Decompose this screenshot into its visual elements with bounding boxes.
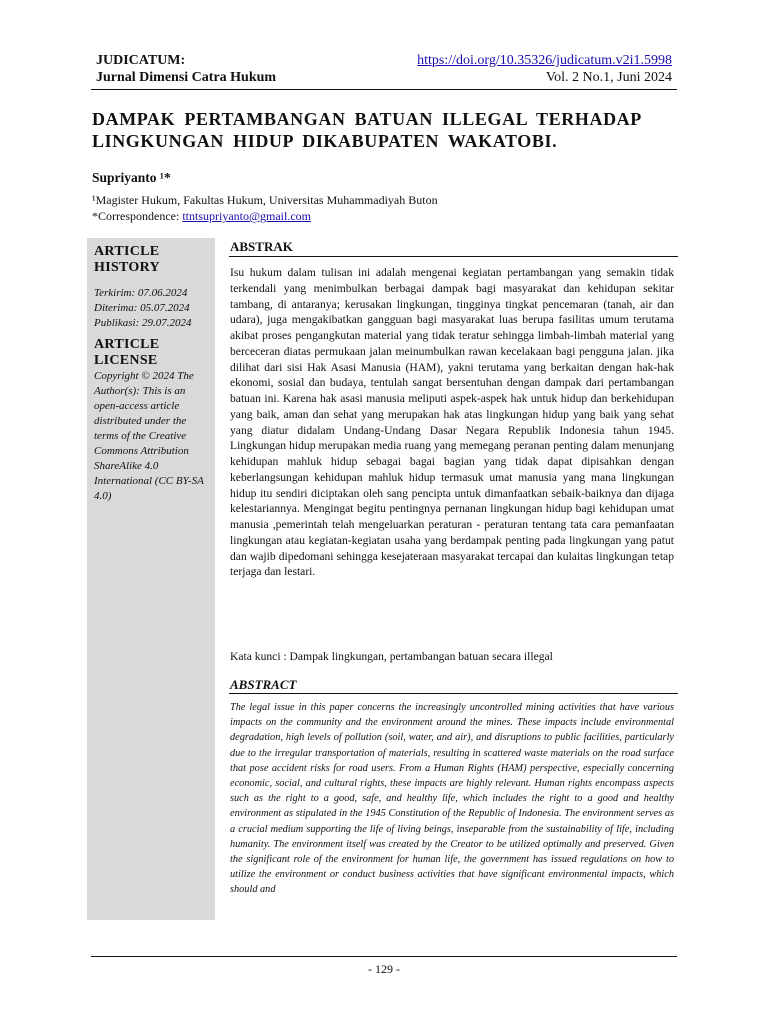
history-heading <box>94 244 208 276</box>
page-number: - 129 - <box>368 962 400 976</box>
author-name: Supriyanto ¹* <box>92 170 171 185</box>
title-line-2: LINGKUNGAN HIDUP DIKABUPATEN WAKATOBI. <box>92 131 558 151</box>
history-heading-line-1: ARTICLE <box>94 244 160 259</box>
license-heading <box>94 337 208 369</box>
journal-meta <box>417 52 672 86</box>
keywords: Kata kunci : Dampak lingkungan, pertambangan batuan secara illegal <box>230 650 553 663</box>
journal-header <box>96 52 276 86</box>
abstract-text: The legal issue in this paper concerns the increasingly uncontrolled mining activities that have various impacts on the community and the environment around the mines. These impacts include environmental degradation, high levels of pollution (soil, water, and air), and disruptions to public facilities, particularly due to the irregular transportation of materials, resulting in scattered waste materials on the road surface that pose accident risks for road users. From a Human Rights (HAM) perspective, especially concerning economic, social, and cultural rights, these impacts are highly relevant. Human rights encompass aspects such as the right to a good, safe, and healthy life, which includes the right to a good and healthy environment as stipulated in the 1945 Constitution of the Republic of Indonesia. The environment serves as a crucial medium supporting the life of living beings, inseparable from the sustainability of life, including humanity. The environment itself was created by the Creator to be utilized optimally and preserved. Given the significant role of the environment for human life, the government has issued regulations on how to utilize the environment or conduct business activities that have significant environmental impacts, which should and <box>230 702 674 896</box>
email-link[interactable]: ttntsupriyanto@gmail.com <box>182 209 312 223</box>
title-line-1: DAMPAK PERTAMBANGAN BATUAN ILLEGAL TERHADAP <box>92 109 642 129</box>
header-divider <box>91 89 677 90</box>
history-dates <box>94 286 208 331</box>
license-text: Copyright © 2024 The Author(s): This is an open-access article distributed under the terms of the Creative Commons Attribution ShareAlike 4.0 International (CC BY-SA 4.0) <box>94 370 204 502</box>
history-heading-line-2: HISTORY <box>94 260 160 275</box>
correspondence-label: *Correspondence: <box>92 209 183 223</box>
article-title <box>92 108 682 152</box>
license-heading-line-1: ARTICLE <box>94 337 160 352</box>
affiliation: ¹Magister Hukum, Fakultas Hukum, Universitas Muhammadiyah Buton <box>92 193 438 207</box>
journal-subtitle: Jurnal Dimensi Catra Hukum <box>96 70 277 85</box>
abstract-heading: ABSTRACT <box>230 677 297 692</box>
affiliation-block <box>92 192 438 224</box>
abstrak-divider <box>229 256 678 257</box>
footer-divider <box>91 956 677 957</box>
abstract-divider <box>229 693 678 694</box>
license-heading-line-2: LICENSE <box>94 353 158 368</box>
journal-name: JUDICATUM: <box>96 53 186 68</box>
date-submitted: Terkirim: 07.06.2024 <box>94 287 188 299</box>
abstrak-heading: ABSTRAK <box>230 239 293 254</box>
correspondence <box>92 208 438 224</box>
doi-link[interactable]: https://doi.org/10.35326/judicatum.v2i1.5998 <box>417 53 672 68</box>
article-info-sidebar <box>87 238 215 920</box>
volume-info: Vol. 2 No.1, Juni 2024 <box>545 70 672 85</box>
abstrak-text: Isu hukum dalam tulisan ini adalah mengenai kegiatan pertambangan yang semakin tidak terkendali yang menimbulkan berbagai dampak bagi masyarakat dan kehidupan sekitar tambang, di antaranya; kerusakan lingkungan, tingginya tingkat pencemaran (tanah, air dan udara), juga mengakibatkan gangguan bagi masyarakat luas berupa fasilitas umum terutama akibat proses pengangkutan material yang tidak teratur sehingga limbah-limbah material yang berceceran diatas permukaan jalan meinumbulkan rawan kecelakaan bagi pengguna jalan. jika dilihat dari sisi Hak Asasi Manusia (HAM), yakni terutama yang berkaitan dengan hak-hak ekonomi, sosial dan budaya, tentulah sangat bersentuhan dengan dampak dari pertambangan batuan ini. Karena hak asasi manusia meliputi aspek-aspek hak untuk hidup dan berkehidupan yang baik, aman dan sehat yang merupakan hak atas lingkungan hidup yang baik yang sehat yang diatur didalam Undang-Undang Dasar Negara Republik Indonesia tahun 1945. Lingkungan hidup merupakan media ruang yang memegang peranan penting dalam menunjang kehidupan mahluk hidup sebagai bagai bagian yang tidak dapat dipisahkan dengan keberlangsungan kehidupan mahluk hidup termasuk umat manusia yang mana lingkungan hidup itu sendiri diciptakan oleh sang pencipta untuk dimanfaatkan sebaik-baiknya dan dijaga kelestariannya. Mengingat begitu pentingnya pernanan lingkungan hidup bagi kehidupan umat manusia ,pemerintah telah mengeluarkan peraturan - peraturan tentang tata cara pemanfaatan lingkungan atau kegiatan-kegiatan usaha yang berdampak penting pada lingkungan yang patut dan wajib dipedomani sehingga kesejateraan masyarakat tercapai dan kulaitas lingkungan tetap terjaga dan lestari. <box>230 266 674 579</box>
date-accepted: Diterima: 05.07.2024 <box>94 302 190 314</box>
date-published: Publikasi: 29.07.2024 <box>94 317 192 329</box>
